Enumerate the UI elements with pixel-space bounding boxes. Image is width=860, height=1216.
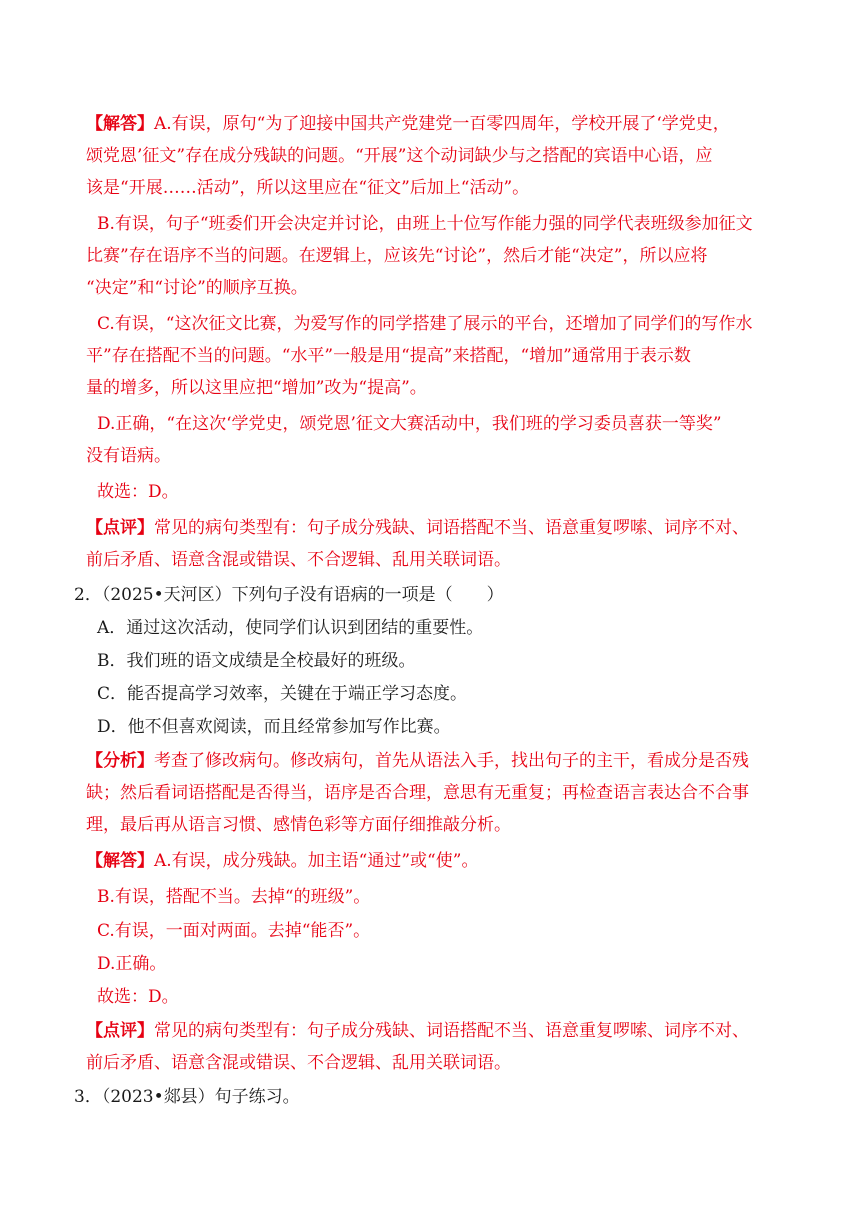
- analysis-line: 理，最后再从语言习惯、感情色彩等方面仔细推敲分析。: [86, 815, 511, 835]
- answer-choice: 故选：D。: [97, 987, 179, 1007]
- answer-line: 没有语病。: [86, 446, 171, 466]
- answer-line: “决定”和“讨论”的顺序互换。: [86, 278, 308, 298]
- comment-line: 【点评】常见的病句类型有：句子成分残缺、词语搭配不当、语意重复啰嗦、词序不对、: [86, 518, 749, 538]
- answer-line: B.有误，句子“班委们开会决定并讨论，由班上十位写作能力强的同学代表班级参加征文: [97, 214, 753, 234]
- option-c: C．能否提高学习效率，关键在于端正学习态度。: [97, 684, 468, 704]
- question-stem: 3．（2023•郯县）句子练习。: [74, 1087, 300, 1107]
- option-a: A．通过这次活动，使同学们认识到团结的重要性。: [97, 618, 484, 638]
- answer-line: 比赛”存在语序不当的问题。在逻辑上，应该先“讨论”，然后才能“决定”，所以应将: [86, 246, 708, 266]
- comment-line: 前后矛盾、语意含混或错误、不合逻辑、乱用关联词语。: [86, 1053, 511, 1073]
- answer-line: C.有误，“这次征文比赛，为爱写作的同学搭建了展示的平台，还增加了同学们的写作水: [97, 314, 753, 334]
- comment-line: 前后矛盾、语意含混或错误、不合逻辑、乱用关联词语。: [86, 550, 511, 570]
- comment-tag: 【点评】: [86, 1021, 154, 1041]
- answer-line: D.正确，“在这次‘学党史，颂党恩’征文大赛活动中，我们班的学习委员喜获一等奖”: [97, 414, 722, 434]
- answer-line: D.正确。: [97, 954, 167, 974]
- option-b: B．我们班的语文成绩是全校最好的班级。: [97, 651, 416, 671]
- comment-tag: 【点评】: [86, 518, 154, 538]
- analysis-line: 缺；然后看词语搭配是否得当，语序是否合理，意思有无重复；再检查语言表达合不合事: [86, 783, 749, 803]
- answer-tag: 【解答】: [86, 851, 154, 871]
- answer-line: 量的增多，所以这里应把“增加”改为“提高”。: [86, 378, 427, 398]
- comment-line: 【点评】常见的病句类型有：句子成分残缺、词语搭配不当、语意重复啰嗦、词序不对、: [86, 1021, 749, 1041]
- answer-choice: 故选：D。: [97, 482, 179, 502]
- option-d: D．他不但喜欢阅读，而且经常参加写作比赛。: [97, 717, 451, 737]
- answer-tag: 【解答】: [86, 114, 154, 134]
- question-stem: 2．（2025•天河区）下列句子没有语病的一项是（ ）: [74, 585, 504, 605]
- answer-line: B.有误，搭配不当。去掉“的班级”。: [97, 887, 371, 907]
- answer-line: 颂党恩’征文”存在成分残缺的问题。“开展”这个动词缺少与之搭配的宾语中心语，应: [86, 146, 713, 166]
- analysis-line: 【分析】考查了修改病句。修改病句，首先从语法入手，找出句子的主干，看成分是否残: [86, 751, 749, 771]
- answer-line: 该是“开展……活动”，所以这里应在“征文”后加上“活动”。: [86, 178, 530, 198]
- answer-line: 【解答】A.有误，原句“为了迎接中国共产党建党一百零四周年，学校开展了‘学党史，: [86, 114, 730, 134]
- answer-line: 【解答】A.有误，成分残缺。加主语“通过”或“使”。: [86, 851, 479, 871]
- analysis-tag: 【分析】: [86, 751, 154, 771]
- answer-line: C.有误，一面对两面。去掉“能否”。: [97, 921, 371, 941]
- answer-line: 平”存在搭配不当的问题。“水平”一般是用“提高”来搭配，“增加”通常用于表示数: [86, 346, 691, 366]
